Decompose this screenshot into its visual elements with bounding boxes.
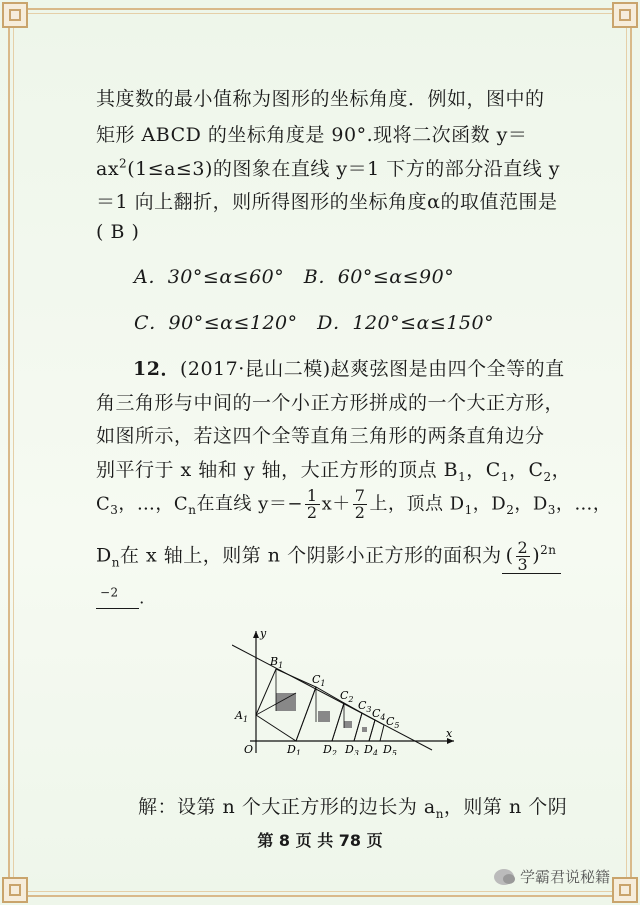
option-line-cd: C．90°≤α≤120° D．120°≤α≤150° (134, 312, 495, 334)
watermark (494, 866, 610, 887)
point-c4-label: $C_4$ (372, 707, 386, 722)
y-axis-label: y (260, 627, 267, 640)
answer-blank-continuation: $^{-2}$ ． (96, 585, 156, 609)
x-axis-label: x (446, 727, 453, 740)
point-c5-label: $C_5$ (386, 715, 400, 730)
fraction: $\frac{1}{2}$ (306, 486, 318, 522)
point-d2-label: $D_2$ (323, 743, 337, 755)
text-line: $D_n$在 x 轴上，则第 n 个阴影小正方形的面积为 ( $\frac{2}{3}$ )$^{2n}$ (96, 540, 561, 574)
text-line: 别平行于 x 轴和 y 轴，大正方形的顶点 $B_1$，$C_1$，$C_2$， (96, 459, 572, 484)
origin-label: O (244, 743, 254, 755)
text-line: $ax^2(1\le a\le 3)$的图象在直线 y＝1 下方的部分沿直线 y (96, 156, 561, 180)
solution-line: 解：设第 n 个大正方形的边长为 $a_n$，则第 n 个阴 (138, 796, 568, 821)
point-c1-label: $C_1$ (312, 673, 326, 688)
corner-ornament-icon (612, 877, 638, 903)
point-d5-label: $D_5$ (383, 743, 397, 755)
option-line-ab: A．30°≤α≤60° B．60°≤α≤90° (134, 266, 455, 288)
answer-fraction: $\frac{2}{3}$ (517, 538, 529, 574)
point-d4-label: $D_4$ (364, 743, 378, 755)
corner-ornament-icon (2, 2, 28, 28)
text-line: 如图所示，若这四个全等直角三角形的两条直角边分 (96, 425, 545, 447)
watermark-text: 学霸君说秘籍 (519, 868, 610, 886)
text-line: ＝1 向上翻折，则所得图形的坐标角度α的取值范围是 (96, 191, 558, 213)
text-line: 矩形 ABCD 的坐标角度是 90°.现将二次函数 y＝ (96, 124, 528, 146)
text-line: 其度数的最小值称为图形的坐标角度．例如，图中的 (96, 88, 545, 110)
point-c3-label: $C_3$ (358, 699, 372, 714)
corner-ornament-icon (2, 877, 28, 903)
question-12-line: 12．(2017·昆山二模)赵爽弦图是由四个全等的直 (133, 358, 565, 380)
text-line: $C_3$，…，$C_n$在直线 y＝− $\frac{1}{2}$ x＋ $\frac{7}{2}$ 上，顶点 $D_1$，$D_2$，$D_3$，…， (96, 486, 612, 522)
fraction: $\frac{7}{2}$ (354, 486, 366, 522)
answer-blank: ( $\frac{2}{3}$ )$^{2n}$ (502, 540, 561, 574)
point-d3-label: $D_3$ (345, 743, 359, 755)
page-footer: 第 8 页 共 78 页 (257, 831, 383, 850)
point-c2-label: $C_2$ (340, 689, 354, 704)
zhao-shuang-figure (232, 625, 462, 755)
wechat-icon (494, 869, 514, 885)
point-a1-label: $A_1$ (235, 709, 249, 724)
point-b1-label: $B_1$ (270, 655, 284, 670)
point-d1-label: $D_1$ (287, 743, 301, 755)
answer-choice: ( B ) (96, 221, 140, 243)
text-line: 角三角形与中间的一个小正方形拼成的一个大正方形， (96, 392, 565, 414)
corner-ornament-icon (612, 2, 638, 28)
